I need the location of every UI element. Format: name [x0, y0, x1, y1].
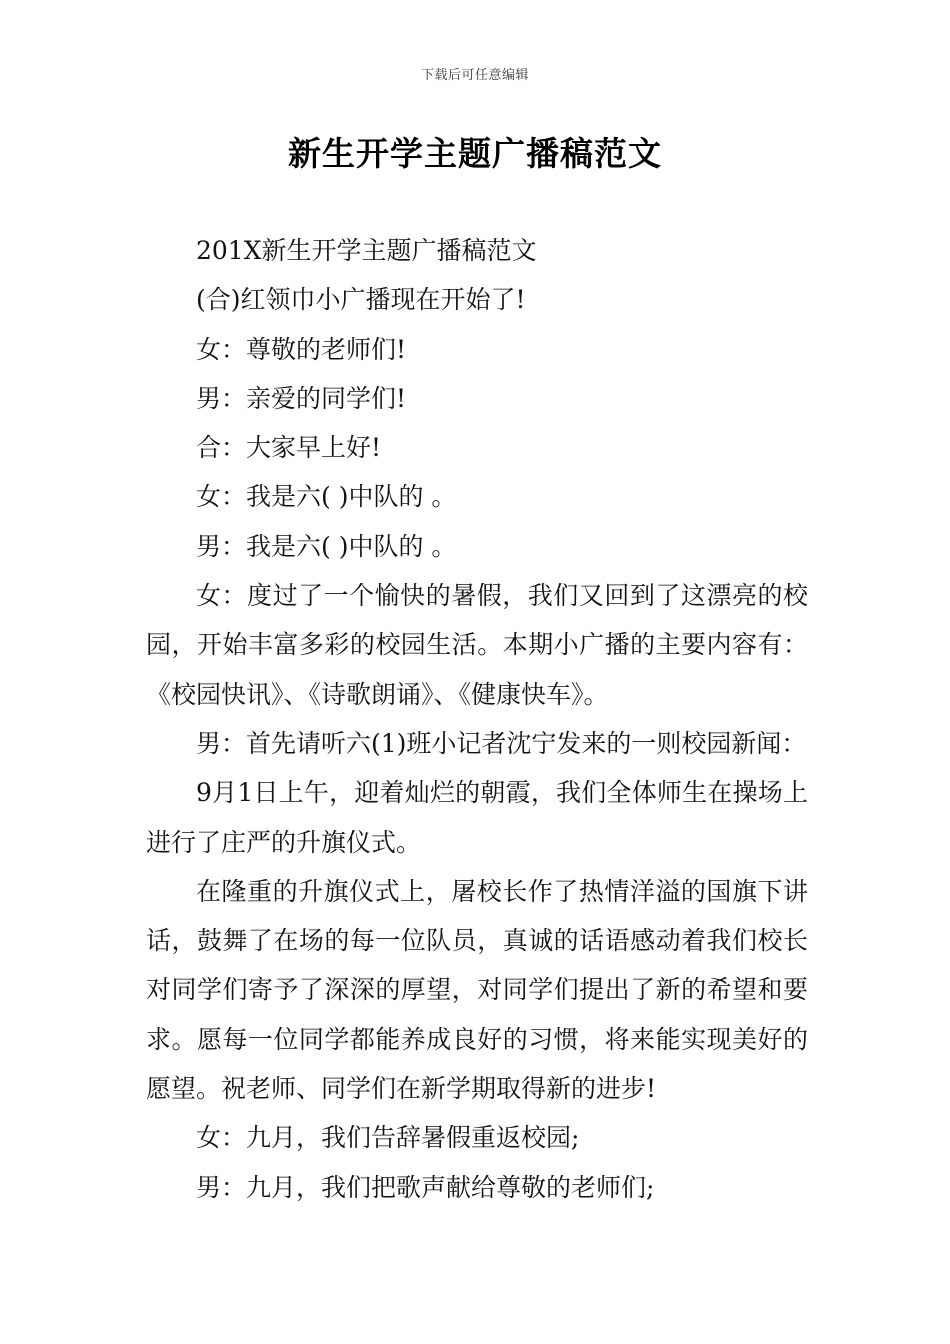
paragraph-dialogue: 女：九月，我们告辞暑假重返校园;	[196, 1123, 580, 1153]
paragraph-dialogue: 男：我是六( )中队的 。	[196, 531, 457, 561]
paragraph-opening: (合)红领巾小广播现在开始了!	[196, 285, 526, 315]
paragraph-dialogue: 男：亲爱的同学们!	[196, 383, 407, 413]
paragraph-dialogue: 合：大家早上好!	[196, 433, 382, 463]
page-header-note: 下载后可任意编辑	[420, 68, 529, 83]
paragraph-heading: 201X新生开学主题广播稿范文	[196, 236, 537, 265]
document-body	[146, 226, 808, 1212]
paragraph-dialogue: 男：九月，我们把歌声献给尊敬的老师们;	[196, 1172, 655, 1202]
document-title: 新生开学主题广播稿范文	[288, 134, 662, 173]
paragraph-dialogue: 女：我是六( )中队的 。	[196, 482, 457, 512]
paragraph-news: 在隆重的升旗仪式上，屠校长作了热情洋溢的国旗下讲话，鼓舞了在场的每一位队员，真诚的话语感动着我们校长对同学们寄予了深深的厚望，对同学们提出了新的希望和要求。愿每一位同学都能养成良好的习惯，将来能实现美好的愿望。祝老师、同学们在新学期取得新的进步!	[146, 876, 808, 1104]
paragraph-news: 9月1日上午，迎着灿烂的朝霞，我们全体师生在操场上进行了庄严的升旗仪式。	[146, 778, 808, 857]
paragraph-dialogue: 男：首先请听六(1)班小记者沈宁发来的一则校园新闻：	[196, 728, 807, 758]
paragraph-intro: 女：度过了一个愉快的暑假，我们又回到了这漂亮的校园，开始丰富多彩的校园生活。本期小广播的主要内容有：《校园快讯》、《诗歌朗诵》、《健康快车》。	[146, 581, 808, 709]
paragraph-dialogue: 女：尊敬的老师们!	[196, 334, 407, 364]
